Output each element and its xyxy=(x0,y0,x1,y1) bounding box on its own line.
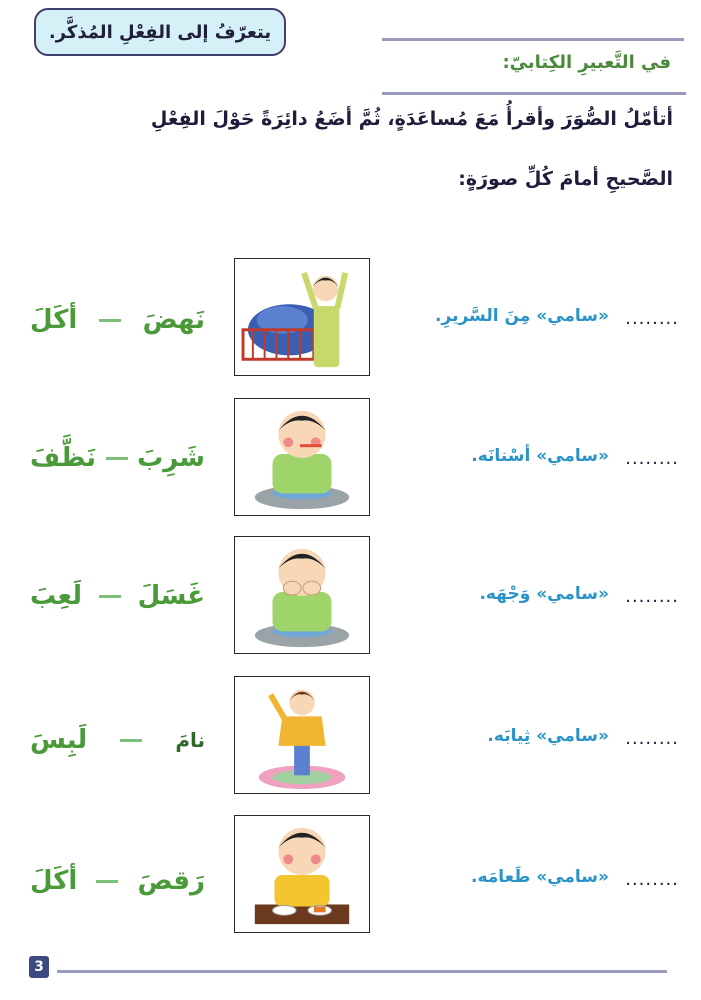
option-separator xyxy=(120,739,142,742)
verb-option[interactable]: رَقصَ xyxy=(137,866,205,896)
verb-choices xyxy=(30,438,205,478)
verb-option[interactable]: أكَلَ xyxy=(30,305,78,335)
answer-blank[interactable]: ........ xyxy=(625,448,679,469)
section-heading: في التَّعبيرِ الكِتابيّ: xyxy=(502,52,671,73)
option-separator xyxy=(96,880,118,883)
header-divider xyxy=(382,38,684,41)
boy-washing-illustration xyxy=(235,537,369,653)
objective-text: يتعرّفُ إلى الفِعْلِ المُذكَّر. xyxy=(48,21,272,43)
boy-eating-illustration xyxy=(235,816,369,932)
verb-option[interactable]: نَظَّفَ xyxy=(30,443,97,473)
verb-option[interactable]: أكَلَ xyxy=(30,866,78,896)
instruction-line-2: الصَّحيحِ أمامَ كُلِّ صورَةٍ: xyxy=(458,168,673,190)
section-divider xyxy=(382,92,686,95)
exercise-row-2 xyxy=(0,398,701,523)
boy-dressing-illustration xyxy=(235,677,369,793)
exercise-row-1 xyxy=(0,258,701,383)
verb-choices xyxy=(30,576,205,616)
exercise-row-5 xyxy=(0,815,701,940)
verb-option[interactable]: لَبِسَ xyxy=(30,725,88,755)
answer-blank[interactable]: ........ xyxy=(625,308,679,329)
option-separator xyxy=(99,319,121,322)
boy-brushing-illustration xyxy=(235,399,369,515)
footer-divider xyxy=(57,970,667,973)
boy-bed-illustration xyxy=(235,259,369,375)
washing-picture xyxy=(234,536,370,654)
eating-picture xyxy=(234,815,370,933)
instruction-line-1: أتأمّلُ الصُّوَرَ وأقرأُ مَعَ مُساعَدَةٍ، ثُمَّ أضَعُ دائِرَةً حَوْلَ الفِعْلِ xyxy=(150,108,673,130)
verb-choices xyxy=(30,861,205,901)
dressing-picture xyxy=(234,676,370,794)
exercise-sentence: «سامي» مِنَ السَّريرِ. xyxy=(435,306,609,326)
answer-blank[interactable]: ........ xyxy=(625,728,679,749)
exercise-sentence: «سامي» طَعامَه. xyxy=(471,867,609,887)
option-separator xyxy=(106,457,128,460)
verb-option[interactable]: شَرِبَ xyxy=(137,443,205,473)
brushing-picture xyxy=(234,398,370,516)
exercise-row-4 xyxy=(0,676,701,801)
verb-option[interactable]: نَهضَ xyxy=(142,305,205,335)
bed-picture xyxy=(234,258,370,376)
exercise-row-3 xyxy=(0,536,701,661)
answer-blank[interactable]: ........ xyxy=(625,869,679,890)
page-number: 3 xyxy=(29,956,49,978)
verb-option[interactable]: غَسَلَ xyxy=(137,581,205,611)
exercise-sentence: «سامي» وَجْهَه. xyxy=(479,584,609,604)
answer-blank[interactable]: ........ xyxy=(625,586,679,607)
verb-option[interactable]: نامَ xyxy=(175,728,205,752)
verb-choices xyxy=(30,720,205,760)
exercise-sentence: «سامي» ثِيابَه. xyxy=(487,726,609,746)
exercise-sentence: «سامي» أسْنانَه. xyxy=(471,446,609,466)
verb-choices xyxy=(30,300,205,340)
objective-box xyxy=(34,8,286,56)
verb-option[interactable]: لَعِبَ xyxy=(30,581,82,611)
option-separator xyxy=(99,595,121,598)
